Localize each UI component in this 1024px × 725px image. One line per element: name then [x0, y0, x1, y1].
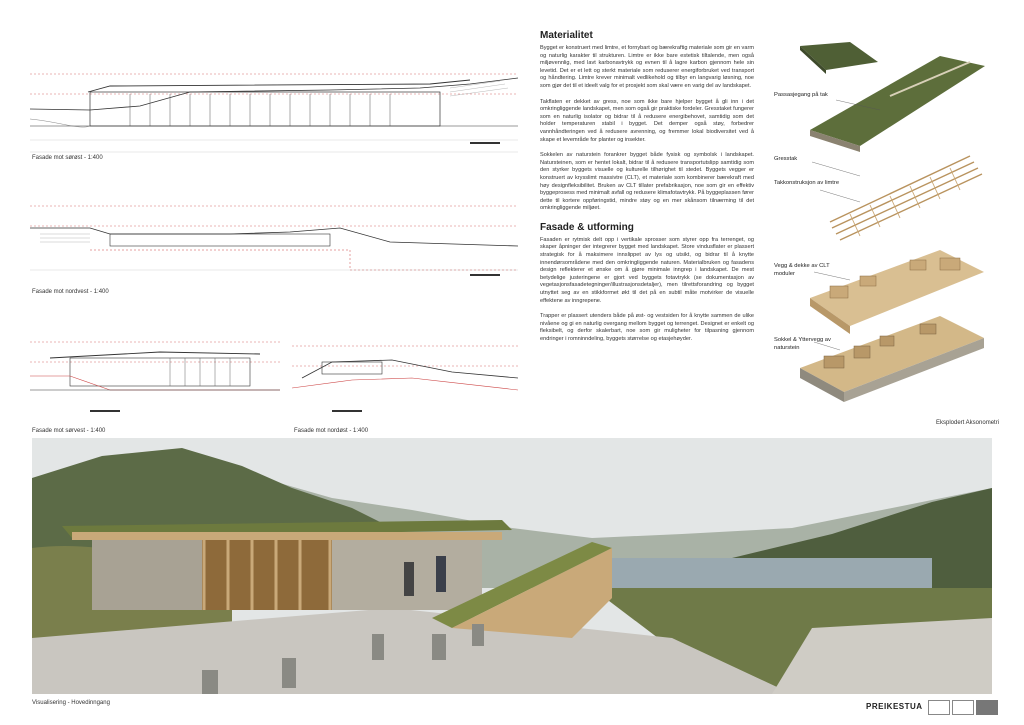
elevation-northeast-caption: Fasade mot nordøst - 1:400	[294, 428, 369, 434]
page-indicator-3	[976, 700, 998, 715]
text-column	[540, 30, 754, 344]
elevation-southwest-caption: Fasade mot sørvest - 1:400	[32, 428, 106, 434]
page-indicator-2	[952, 700, 974, 715]
visualization-image	[32, 438, 992, 694]
exploded-axonometry-caption: Eksplodert Aksonometri	[936, 420, 1000, 426]
paragraph-materialitet-1: Bygget er konstruert med limtre, et fornybart og bærekraftig materiale som gir en varm og naturlig karakter til strukturen. Limtre er ikke bare estetisk tiltalende, men også miljøvennlig, med lavt karbonavtrykk og evnen til å lagre karbon gjennom hele sin levetid. Det er et lett og sterkt materiale som reduserer energiforbruket ved transport og håndtering. Limtre krever minimalt vedlikehold og tilbyr en langvarig løsning, noe som gjør det til et ideelt valg for et prosjekt som skal være en varig del av landskapet.	[540, 45, 754, 89]
paragraph-fasade-2: Trapper er plassert utenders både på øst- og vestsiden for å knytte sammen de ulike nivåene og gi en naturlig overgang mellom bygget og terrenget. Designet er enkelt og fleksibelt, og derfor skalerbart, noe som gir muligheter for tilpasning gjennom endringer i romninndeling, byggets størrelse og etasjehøyder.	[540, 313, 754, 342]
visualization-caption: Visualisering - Hovedinngang	[32, 700, 110, 706]
paragraph-fasade-1: Fasaden er rytmisk delt opp i vertikale sprosser som styrer opp fra terrenget, og skaper åpninger der integrerer bygget med landskapet. Store vindusflater er plassert strategisk for å maksimere innslippet av lys og utsikt, og bidrar til å knytte innendørsområdene med den omkringliggende naturen. Materialbruken og fasadens design reflekterer et ønske om å gjøre minimale inngrep i landskapet. De mest betydelige justeringene er gjort ved byggets fotavtrykk (se dokumentasjon av vegetasjonsfasadetegninger/illustrasjonsdetaljer), men tilrettsforandring og bygget utnyttet seg av en stikkformet økt til det på en subtil måte motvirker de visuelle effektene av inngrepene.	[540, 236, 754, 304]
elevation-southwest	[30, 330, 280, 422]
elevation-southeast	[30, 64, 518, 156]
elevation-northeast	[292, 330, 518, 422]
elevation-northwest-caption: Fasade mot nordvest - 1:400	[32, 289, 109, 295]
heading-fasade: Fasade & utforming	[540, 221, 634, 233]
label-stone-base: Sokkel & Yttervegg av naturstein	[774, 337, 831, 351]
project-title: PREIKESTUA	[866, 702, 923, 711]
paragraph-materialitet-3: Sokkelen av naturstein forankrer bygget både fysisk og symbolsk i landskapet. Natursteinen, som er hentet lokalt, bidrar til å redusere transportutslipp samtidig som den styrker byggets visuelle og kulturelle tilhørighet til stedet. Byggets vegger er konstruert av krysslimt massivtre (CLT), et materiale som kombinerer bærekraft med høy designfleksibilitet. Bruken av CLT tillater prefabrikasjon, noe som gir en effektiv byggeprosess med minimalt avfall og redusere klimafotavtrykk. På byggeplassen fører dette til kortere oppføringstid, mindre støy og en mer skånsom tilnærming til det omkringliggende miljøet.	[540, 152, 754, 212]
paragraph-materialitet-2: Takflaten er dekket av gress, noe som ikke bare hjelper bygget å gli inn i det omkringliggende landskapet, men som også gir praktiske fordeler. Gresstaket fungerer som en naturlig isolator og bidrar til å redusere energibehovet, samtidig som det holder temperaturen stabil i bygget. Det demper også støy, forbedrer vannhåndteringen ved å redusere avrenning, og fremmer lokal biodiversitet ved å skape et levemråde for planter og insekter.	[540, 98, 754, 143]
heading-materialitet: Materialitet	[540, 30, 593, 41]
page-indicator-1	[928, 700, 950, 715]
label-roof-walkway: Passasjegang på tak	[774, 92, 828, 98]
elevation-northwest	[30, 198, 518, 284]
label-timber-structure: Takkonstruksjon av limtre	[774, 180, 840, 186]
label-clt-modules: Vegg & dekke av CLT moduler	[774, 263, 830, 277]
label-grass-roof: Gresstak	[774, 156, 798, 162]
elevation-southeast-caption: Fasade mot sørøst - 1:400	[32, 155, 103, 161]
